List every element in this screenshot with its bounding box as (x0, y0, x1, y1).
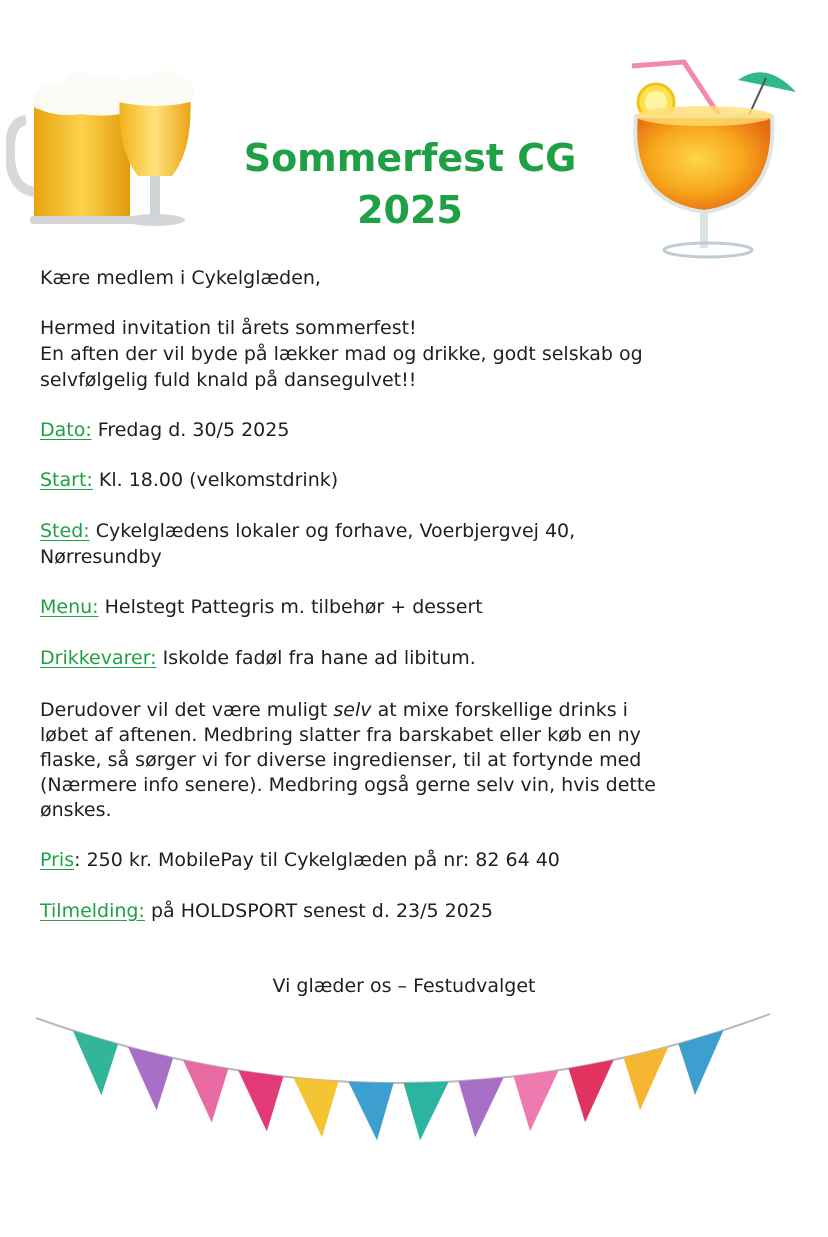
extra-line-1 (40, 697, 628, 723)
place-value-line-2: Nørresundby (40, 546, 162, 568)
date-label: Dato: (40, 419, 92, 441)
date-value: Fredag d. 30/5 2025 (97, 419, 290, 441)
start-row (40, 467, 338, 493)
extra-line-3: flaske, så sørger vi for diverse ingredienser, til at fortynde med (40, 749, 642, 771)
extra-line-1-a: Derudover vil det være muligt (40, 699, 334, 721)
menu-label: Menu: (40, 596, 99, 618)
bunting-flag (459, 1077, 504, 1137)
bunting-flag (73, 1031, 118, 1096)
price-value: : 250 kr. MobilePay til Cykelglæden på nr: 82 64 40 (74, 849, 560, 871)
drinks-label: Drikkevarer: (40, 647, 157, 669)
title-line-2: 2025 (357, 188, 463, 232)
extra-line-1-emphasis: selv (333, 699, 372, 721)
place-row (40, 518, 575, 544)
bunting-flag (569, 1060, 614, 1122)
cocktail-glass-icon (626, 56, 802, 266)
drinks-value: Iskolde fadøl fra hane ad libitum. (162, 647, 476, 669)
greeting: Kære medlem i Cykelglæden, (40, 267, 321, 289)
bunting-flag (348, 1082, 393, 1141)
beer-glasses-icon (6, 58, 218, 240)
bunting-flag (183, 1060, 228, 1122)
bunting-flags-icon (32, 1010, 776, 1178)
bunting-flag (238, 1070, 283, 1131)
intro-line-3: selvfølgelig fuld knald på dansegulvet!! (40, 369, 417, 391)
start-label: Start: (40, 469, 93, 491)
bunting-flag (128, 1047, 173, 1111)
extra-line-1-c: at mixe forskellige drinks i (371, 699, 628, 721)
extra-line-2: løbet af aftenen. Medbring slatter fra barskabet eller køb en ny (40, 724, 641, 746)
bunting-flag (293, 1078, 338, 1138)
start-value: Kl. 18.00 (velkomstdrink) (98, 469, 339, 491)
price-row (40, 847, 560, 873)
extra-line-4: (Nærmere info senere). Medbring også gerne selv vin, hvis dette (40, 774, 656, 796)
bunting-flag (678, 1030, 723, 1095)
signoff: Vi glæder os – Festudvalget (272, 975, 536, 997)
signup-row (40, 898, 493, 924)
intro-line-2: En aften der vil byde på lækker mad og drikke, godt selskab og (40, 343, 643, 365)
drinks-row (40, 645, 476, 671)
menu-value: Helstegt Pattegris m. tilbehør + dessert (104, 596, 483, 618)
menu-row (40, 594, 483, 620)
date-row (40, 417, 289, 443)
title-line-1: Sommerfest CG (243, 136, 577, 180)
intro-line-1: Hermed invitation til årets sommerfest! (40, 317, 417, 339)
page-title (200, 132, 620, 236)
extra-line-5: ønskes. (40, 799, 112, 821)
price-label: Pris (40, 849, 75, 871)
bunting-flag (514, 1070, 559, 1131)
place-label: Sted: (40, 520, 90, 542)
bunting-flag (624, 1047, 669, 1111)
bunting-flag (404, 1082, 449, 1141)
place-value: Cykelglædens lokaler og forhave, Voerbjergvej 40, (95, 520, 576, 542)
signup-label: Tilmelding: (40, 900, 145, 922)
signup-value: på HOLDSPORT senest d. 23/5 2025 (150, 900, 493, 922)
